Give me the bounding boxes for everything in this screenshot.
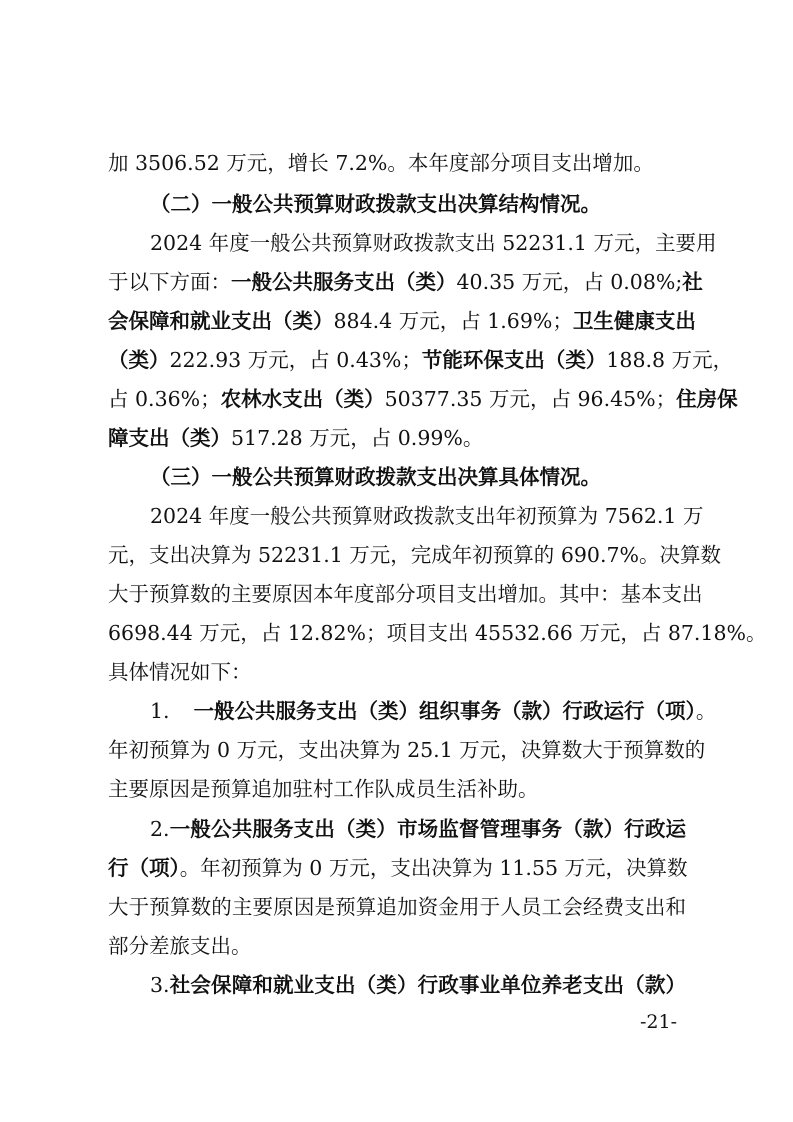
- item-3-heading: 3.社会保障和就业支出（类）行政事业单位养老支出（款）: [150, 973, 686, 997]
- paragraph-line: 6698.44 万元，占 12.82%；项目支出 45532.66 万元，占 87.18%。: [108, 621, 767, 645]
- section-heading-2: （二）一般公共预算财政拨款支出决算结构情况。: [150, 192, 601, 216]
- paragraph-line: 占 0.36%；农林水支出（类）50377.35 万元，占 96.45%；住房保: [108, 387, 738, 411]
- paragraph-line: 行（项）。年初预算为 0 万元，支出决算为 11.55 万元，决算数: [108, 856, 688, 880]
- paragraph-line: 部分差旅支出。: [108, 934, 252, 958]
- paragraph-line: 年初预算为 0 万元，支出决算为 25.1 万元，决算数大于预算数的: [108, 738, 706, 762]
- paragraph-line: 主要原因是预算追加驻村工作队成员生活补助。: [108, 777, 539, 801]
- paragraph-line: 大于预算数的主要原因本年度部分项目支出增加。其中：基本支出: [108, 582, 703, 606]
- paragraph-line: 加 3506.52 万元，增长 7.2%。本年度部分项目支出增加。: [108, 151, 654, 175]
- item-1-heading: 1. 一般公共服务支出（类）组织事务（款）行政运行（项）。: [150, 699, 717, 723]
- paragraph-line: 于以下方面：一般公共服务支出（类）40.35 万元，占 0.08%;社: [108, 270, 703, 294]
- paragraph-line: 元，支出决算为 52231.1 万元，完成年初预算的 690.7%。决算数: [108, 543, 721, 567]
- item-2-heading: 2.一般公共服务支出（类）市场监督管理事务（款）行政运: [150, 817, 686, 841]
- paragraph-line: 具体情况如下：: [108, 660, 252, 684]
- page-number: -21-: [640, 1011, 678, 1033]
- paragraph-line: 会保障和就业支出（类）884.4 万元，占 1.69%；卫生健康支出: [108, 309, 696, 333]
- section-heading-3: （三）一般公共预算财政拨款支出决算具体情况。: [150, 465, 601, 489]
- paragraph-line: 障支出（类）517.28 万元，占 0.99%。: [108, 426, 484, 450]
- paragraph-line: 2024 年度一般公共预算财政拨款支出 52231.1 万元，主要用: [150, 231, 717, 255]
- paragraph-line: 大于预算数的主要原因是预算追加资金用于人员工会经费支出和: [108, 895, 686, 919]
- paragraph-line: （类）222.93 万元，占 0.43%；节能环保支出（类）188.8 万元，: [108, 348, 734, 372]
- paragraph-line: 2024 年度一般公共预算财政拨款支出年初预算为 7562.1 万: [150, 504, 704, 528]
